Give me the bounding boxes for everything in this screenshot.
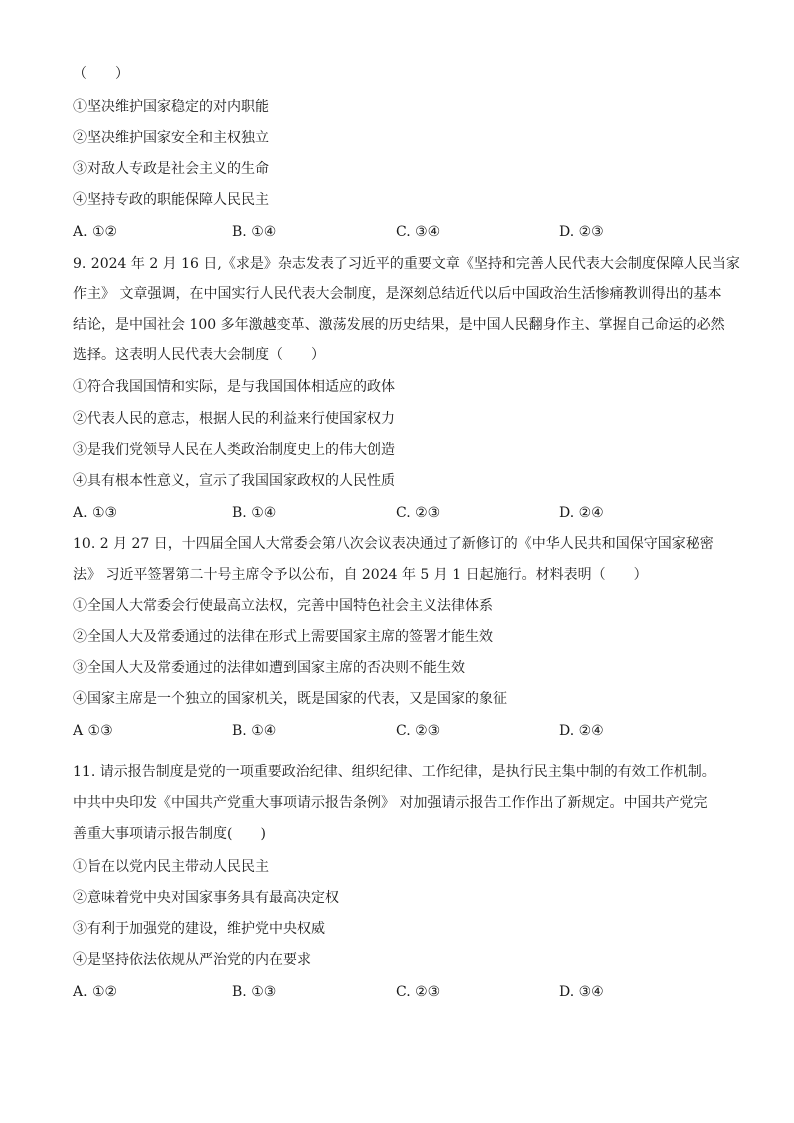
- statement: ③全国人大及常委通过的法律如遭到国家主席的否决则不能生效: [73, 660, 465, 676]
- option-d: D. ②④: [559, 723, 604, 739]
- question-11-stem: 中共中央印发《中国共产党重大事项请示报告条例》 对加强请示报告工作作出了新规定。中国共产党完: [73, 795, 708, 811]
- option-d: D. ③④: [559, 984, 604, 1000]
- option-a: A. ①②: [73, 224, 118, 240]
- statement: ④坚持专政的职能保障人民民主: [73, 192, 269, 208]
- statement: ①坚决维护国家稳定的对内职能: [73, 99, 269, 115]
- option-a: A. ①②: [73, 984, 118, 1000]
- question-11-stem: 11. 请示报告制度是党的一项重要政治纪律、组织纪律、工作纪律，是执行民主集中制的有效工作机制。: [73, 764, 716, 780]
- options-row: [73, 222, 733, 242]
- question-10-stem: 法》 习近平签署第二十号主席令予以公布，自 2024 年 5 月 1 日起施行。材料表明（ ）: [73, 567, 648, 583]
- statement: ②坚决维护国家安全和主权独立: [73, 130, 269, 146]
- statement: ②意味着党中央对国家事务具有最高决定权: [73, 890, 339, 906]
- option-a: A ①③: [73, 723, 113, 739]
- option-c: C. ③④: [396, 224, 441, 240]
- statement: ④具有根本性意义，宣示了我国国家政权的人民性质: [73, 473, 395, 489]
- statement: ②代表人民的意志，根据人民的利益来行使国家权力: [73, 411, 395, 427]
- option-c: C. ②③: [396, 505, 441, 521]
- option-b: B. ①④: [232, 723, 277, 739]
- options-row: [73, 721, 733, 741]
- statement: ③对敌人专政是社会主义的生命: [73, 161, 269, 177]
- option-b: B. ①④: [232, 224, 277, 240]
- statement: ①全国人大常委会行使最高立法权，完善中国特色社会主义法律体系: [73, 598, 493, 614]
- option-d: D. ②④: [559, 505, 604, 521]
- statement: ④国家主席是一个独立的国家机关，既是国家的代表，又是国家的象征: [73, 691, 507, 707]
- question-10-stem: 10. 2 月 27 日，十四届全国人大常委会第八次会议表决通过了新修订的《中华人民共和国保守国家秘密: [73, 536, 714, 552]
- option-a: A. ①③: [73, 505, 118, 521]
- statement: ①旨在以党内民主带动人民民主: [73, 859, 269, 875]
- question-11-stem: 善重大事项请示报告制度( ): [73, 826, 266, 842]
- option-d: D. ②③: [559, 224, 604, 240]
- options-row: [73, 503, 733, 523]
- statement: ③有利于加强党的建设，维护党中央权威: [73, 921, 325, 937]
- option-c: C. ②③: [396, 723, 441, 739]
- option-b: B. ①④: [232, 505, 277, 521]
- question-9-stem: 作主》 文章强调，在中国实行人民代表大会制度，是深刻总结近代以后中国政治生活惨痛教训得出的基本: [73, 286, 722, 302]
- statement: ②全国人大及常委通过的法律在形式上需要国家主席的签署才能生效: [73, 629, 493, 645]
- statement: ③是我们党领导人民在人类政治制度史上的伟大创造: [73, 442, 395, 458]
- statement: ①符合我国国情和实际，是与我国国体相适应的政体: [73, 379, 395, 395]
- statement: ④是坚持依法依规从严治党的内在要求: [73, 952, 311, 968]
- question-9-stem: 9. 2024 年 2 月 16 日,《求是》杂志发表了习近平的重要文章《坚持和完善人民代表大会制度保障人民当家: [73, 256, 740, 272]
- answer-paren: （ ）: [73, 66, 129, 82]
- option-c: C. ②③: [396, 984, 441, 1000]
- question-9-stem: 结论，是中国社会 100 多年激越变革、激荡发展的历史结果，是中国人民翻身作主、掌握自己命运的必然: [73, 317, 725, 333]
- option-b: B. ①③: [232, 984, 277, 1000]
- question-9-stem: 选择。这表明人民代表大会制度（ ）: [73, 347, 325, 363]
- options-row: [73, 982, 733, 1002]
